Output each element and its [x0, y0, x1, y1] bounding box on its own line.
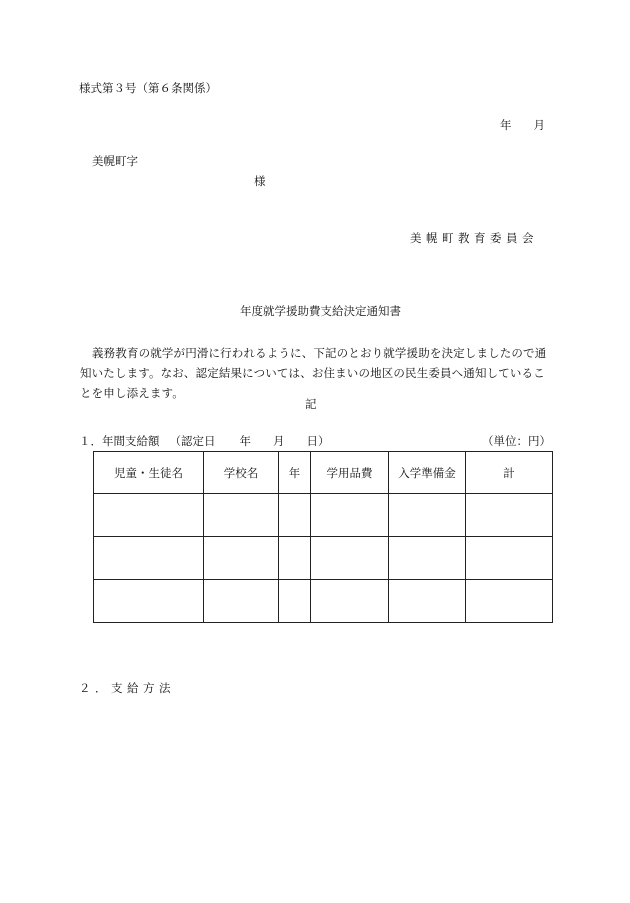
- header-school-name: 学校名: [204, 452, 279, 494]
- approval-date-open: （認定日: [169, 434, 216, 448]
- table-cell: [94, 494, 204, 537]
- table-cell: [311, 580, 389, 623]
- table-cell: [389, 494, 466, 537]
- header-total: 計: [466, 452, 553, 494]
- body-paragraph: 義務教育の就学が円滑に行われるように、下記のとおり就学援助を決定しましたので通知いたします。なお、認定結果については、お住まいの地区の民生委員へ通知していることを申し添えます。: [80, 346, 547, 400]
- table-cell: [279, 494, 311, 537]
- approval-year-label: 年: [239, 434, 251, 448]
- header-student-name: 児童・生徒名: [94, 452, 204, 494]
- issuer-name: 美幌町教育委員会: [410, 231, 538, 245]
- header-grade: 年: [279, 452, 311, 494]
- recipient-honorific: 様: [254, 174, 266, 188]
- ki-marker: 記: [305, 397, 317, 411]
- table-cell: [311, 537, 389, 580]
- section2-heading: ２．支給方法: [79, 681, 175, 695]
- form-number: 様式第３号（第６条関係）: [79, 81, 217, 95]
- unit-label: （単位：円）: [482, 434, 551, 448]
- table-cell: [466, 494, 553, 537]
- date-month-label: 月: [533, 118, 545, 132]
- recipient-town: 美幌町字: [92, 154, 138, 168]
- table-cell: [94, 537, 204, 580]
- table-cell: [204, 494, 279, 537]
- table-row: [94, 494, 553, 537]
- table-row: [94, 580, 553, 623]
- table-cell: [311, 494, 389, 537]
- grant-amount-table: [93, 451, 553, 623]
- approval-month-label: 月: [273, 434, 285, 448]
- table-row: [94, 537, 553, 580]
- table-cell: [204, 537, 279, 580]
- table-cell: [389, 580, 466, 623]
- table-header-row: [94, 452, 553, 494]
- section1-title: １．年間支給額: [79, 434, 160, 448]
- document-title: 年度就学援助費支給決定通知書: [240, 304, 401, 318]
- table-cell: [204, 580, 279, 623]
- date-line: [500, 120, 545, 132]
- table-cell: [389, 537, 466, 580]
- header-enrollment-prep: 入学準備金: [389, 452, 466, 494]
- approval-day-label: 日）: [306, 434, 330, 448]
- table-cell: [279, 537, 311, 580]
- header-school-supplies: 学用品費: [311, 452, 389, 494]
- table-cell: [466, 537, 553, 580]
- table-cell: [279, 580, 311, 623]
- date-year-label: 年: [500, 118, 512, 132]
- table-cell: [466, 580, 553, 623]
- table-cell: [94, 580, 204, 623]
- section1-heading: [79, 436, 330, 448]
